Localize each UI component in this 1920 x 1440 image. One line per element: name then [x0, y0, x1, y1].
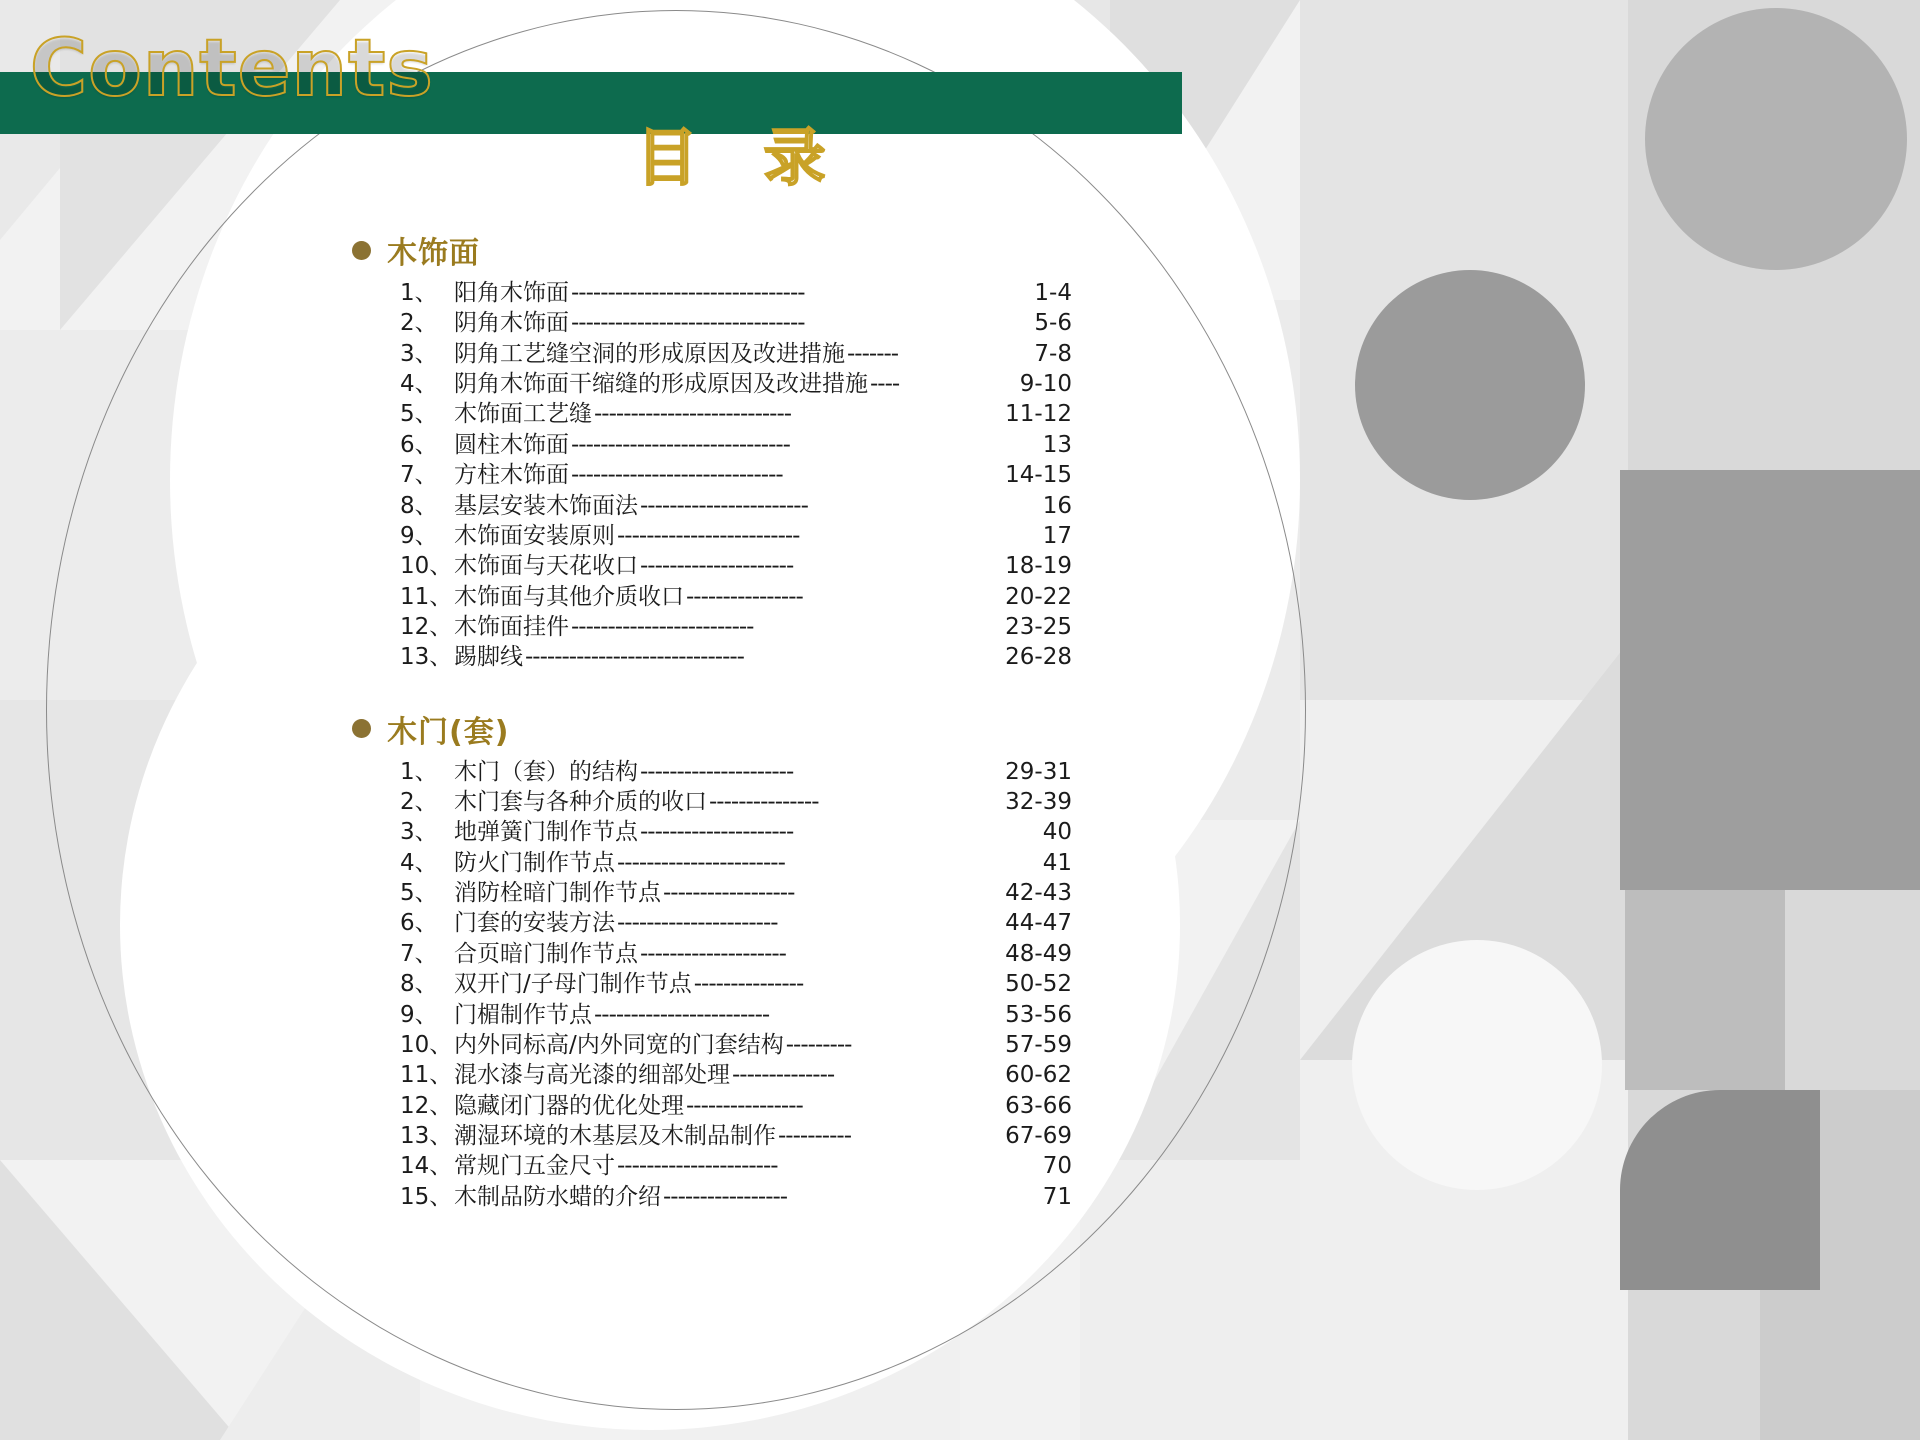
- bg-circle-top-right: [1645, 8, 1907, 270]
- toc-entry[interactable]: [400, 308, 1072, 338]
- entry-page: 20-22: [1005, 583, 1072, 610]
- entry-page: 1-4: [1034, 280, 1072, 306]
- entry-leader: -------------------------: [617, 522, 800, 549]
- entry-number: 14、: [400, 1153, 453, 1180]
- entry-leader: --------------: [732, 1062, 835, 1089]
- toc-entry[interactable]: [400, 1091, 1072, 1121]
- entry-leader: ----: [870, 371, 900, 398]
- entry-leader: ---------------------: [640, 553, 794, 580]
- entry-leader: -------: [847, 340, 899, 367]
- entry-text: 基层安装木饰面法: [454, 492, 638, 519]
- entry-page: 17: [1042, 522, 1072, 549]
- entry-leader: -----------------------: [640, 492, 808, 519]
- entry-number: 4、: [400, 849, 438, 876]
- entry-text: 方柱木饰面: [454, 462, 569, 489]
- entry-leader: -------------------------: [571, 613, 754, 640]
- toc-entry[interactable]: [400, 339, 1072, 369]
- entry-page: 7-8: [1034, 340, 1072, 367]
- toc-entry[interactable]: [400, 1030, 1072, 1060]
- entry-page: 5-6: [1034, 310, 1072, 337]
- toc-entry[interactable]: [400, 1060, 1072, 1090]
- toc-entry[interactable]: [400, 1182, 1072, 1212]
- entry-text: 防火门制作节点: [454, 849, 615, 876]
- entry-number: 10、: [400, 553, 453, 580]
- entry-leader: ------------------------: [594, 1001, 770, 1028]
- entry-number: 9、: [400, 522, 438, 549]
- toc-entry[interactable]: [400, 582, 1072, 612]
- entry-page: 11-12: [1005, 401, 1072, 428]
- entry-text: 木饰面安装原则: [454, 522, 615, 549]
- entry-number: 1、: [400, 758, 438, 785]
- entry-text: 潮湿环境的木基层及木制品制作: [454, 1122, 776, 1149]
- entry-number: 4、: [400, 371, 438, 398]
- entry-number: 12、: [400, 613, 453, 640]
- entry-leader: ---------------------: [640, 819, 794, 846]
- toc-entry[interactable]: [400, 817, 1072, 847]
- entry-number: 8、: [400, 492, 438, 519]
- entry-leader: --------------------------------: [571, 310, 805, 337]
- toc-entry[interactable]: [400, 551, 1072, 581]
- toc-entry[interactable]: [400, 612, 1072, 642]
- toc-entry[interactable]: [400, 430, 1072, 460]
- section-title: 木门(套): [387, 714, 510, 750]
- entry-page: 44-47: [1005, 910, 1072, 937]
- entry-number: 15、: [400, 1183, 453, 1210]
- section-spacer: [352, 679, 1072, 697]
- entry-page: 41: [1042, 849, 1072, 876]
- entry-page: 23-25: [1005, 613, 1072, 640]
- entry-number: 2、: [400, 789, 438, 816]
- toc-entry[interactable]: [400, 491, 1072, 521]
- entry-number: 3、: [400, 819, 438, 846]
- entry-text: 阴角木饰面干缩缝的形成原因及改进措施: [454, 371, 868, 398]
- entry-number: 9、: [400, 1001, 438, 1028]
- entry-page: 40: [1042, 819, 1072, 846]
- toc-entry[interactable]: [400, 278, 1072, 308]
- bullet-icon: [352, 719, 371, 738]
- bg-circle-bottom: [1352, 940, 1602, 1190]
- toc-section-1: [352, 228, 1072, 673]
- entry-leader: ------------------: [663, 880, 795, 907]
- entry-page: 13: [1042, 431, 1072, 458]
- entry-text: 阴角木饰面: [454, 310, 569, 337]
- entry-number: 6、: [400, 431, 438, 458]
- entry-number: 3、: [400, 340, 438, 367]
- entry-leader: ----------: [778, 1122, 851, 1149]
- entry-leader: -----------------------------: [571, 462, 783, 489]
- entry-leader: ---------------------: [640, 758, 794, 785]
- entry-number: 11、: [400, 583, 453, 610]
- toc-entry[interactable]: [400, 878, 1072, 908]
- entry-page: 32-39: [1005, 789, 1072, 816]
- bg-rect-right-1: [1620, 470, 1920, 890]
- entry-text: 木门套与各种介质的收口: [454, 789, 707, 816]
- entry-text: 双开门/子母门制作节点: [454, 971, 692, 998]
- section-entries: [400, 278, 1072, 673]
- entry-text: 门楣制作节点: [454, 1001, 592, 1028]
- bg-circle-mid: [1355, 270, 1585, 500]
- entry-leader: ---------: [785, 1031, 852, 1058]
- toc-entry[interactable]: [400, 369, 1072, 399]
- entry-leader: -----------------------: [617, 849, 785, 876]
- page-title-cn: 目 录: [636, 121, 848, 194]
- entry-page: 18-19: [1005, 553, 1072, 580]
- entry-text: 合页暗门制作节点: [454, 940, 638, 967]
- toc-entry[interactable]: [400, 848, 1072, 878]
- toc-entry[interactable]: [400, 969, 1072, 999]
- entry-page: 26-28: [1005, 644, 1072, 671]
- entry-page: 29-31: [1005, 758, 1072, 785]
- page-title-en: Contents: [30, 24, 434, 114]
- entry-page: 9-10: [1019, 371, 1072, 398]
- entry-page: 67-69: [1005, 1122, 1072, 1149]
- bg-arc-bottom-right: [1620, 1090, 1820, 1290]
- entry-number: 7、: [400, 462, 438, 489]
- entry-leader: ---------------------------: [594, 401, 792, 428]
- entry-text: 木门（套）的结构: [454, 758, 638, 785]
- entry-page: 48-49: [1005, 940, 1072, 967]
- toc-entry[interactable]: [400, 1151, 1072, 1181]
- entry-number: 8、: [400, 971, 438, 998]
- entry-page: 63-66: [1005, 1092, 1072, 1119]
- entry-page: 14-15: [1005, 462, 1072, 489]
- entry-number: 5、: [400, 401, 438, 428]
- table-of-contents: [352, 218, 1072, 1218]
- entry-number: 6、: [400, 910, 438, 937]
- section-header: [352, 707, 1072, 751]
- entry-text: 阳角木饰面: [454, 280, 569, 306]
- entry-leader: ----------------------: [617, 910, 778, 937]
- entry-text: 常规门五金尺寸: [454, 1153, 615, 1180]
- entry-text: 阴角工艺缝空洞的形成原因及改进措施: [454, 340, 845, 367]
- bg-rect-right-2: [1625, 890, 1785, 1090]
- entry-number: 7、: [400, 940, 438, 967]
- entry-text: 消防栓暗门制作节点: [454, 880, 661, 907]
- toc-entry[interactable]: [400, 399, 1072, 429]
- entry-text: 木制品防水蜡的介绍: [454, 1183, 661, 1210]
- entry-leader: ----------------: [686, 583, 803, 610]
- toc-entry[interactable]: [400, 1000, 1072, 1030]
- toc-entry[interactable]: [400, 521, 1072, 551]
- entry-text: 地弹簧门制作节点: [454, 819, 638, 846]
- entry-leader: ---------------: [709, 789, 819, 816]
- toc-section-2: [352, 707, 1072, 1212]
- entry-page: 60-62: [1005, 1062, 1072, 1089]
- entry-number: 10、: [400, 1031, 453, 1058]
- toc-entry[interactable]: [400, 1121, 1072, 1151]
- entry-text: 圆柱木饰面: [454, 431, 569, 458]
- entry-leader: ------------------------------: [571, 431, 790, 458]
- entry-text: 隐藏闭门器的优化处理: [454, 1092, 684, 1119]
- section-title: 木饰面: [387, 236, 480, 271]
- entry-number: 11、: [400, 1062, 453, 1089]
- bullet-icon: [352, 241, 371, 260]
- bg-triangle-4: [0, 1160, 240, 1440]
- section-header: [352, 228, 1072, 272]
- entry-page: 70: [1042, 1153, 1072, 1180]
- toc-entry[interactable]: [400, 757, 1072, 787]
- entry-page: 42-43: [1005, 880, 1072, 907]
- entry-text: 木饰面挂件: [454, 613, 569, 640]
- entry-text: 木饰面工艺缝: [454, 401, 592, 428]
- entry-number: 12、: [400, 1092, 453, 1119]
- entry-text: 混水漆与高光漆的细部处理: [454, 1062, 730, 1089]
- entry-page: 57-59: [1005, 1031, 1072, 1058]
- entry-page: 71: [1042, 1183, 1072, 1210]
- entry-leader: --------------------------------: [571, 280, 805, 306]
- entry-text: 木饰面与天花收口: [454, 553, 638, 580]
- toc-entry[interactable]: [400, 460, 1072, 490]
- entry-text: 内外同标高/内外同宽的门套结构: [454, 1031, 784, 1058]
- entry-leader: ----------------: [686, 1092, 803, 1119]
- toc-entry[interactable]: [400, 908, 1072, 938]
- entry-leader: ---------------: [693, 971, 804, 998]
- entry-number: 13、: [400, 1122, 453, 1149]
- entry-number: 2、: [400, 310, 438, 337]
- entry-number: 1、: [400, 280, 438, 306]
- entry-leader: -----------------: [663, 1183, 788, 1210]
- toc-entry[interactable]: [400, 642, 1072, 672]
- entry-page: 53-56: [1005, 1001, 1072, 1028]
- toc-entry[interactable]: [400, 787, 1072, 817]
- entry-text: 踢脚线: [454, 644, 523, 671]
- entry-number: 5、: [400, 880, 438, 907]
- entry-page: 16: [1042, 492, 1072, 519]
- entry-leader: --------------------: [640, 940, 786, 967]
- entry-number: 13、: [400, 644, 453, 671]
- entry-text: 木饰面与其他介质收口: [454, 583, 684, 610]
- toc-entry[interactable]: [400, 939, 1072, 969]
- entry-leader: ----------------------: [617, 1153, 778, 1180]
- entry-leader: ------------------------------: [525, 644, 744, 671]
- entry-text: 门套的安装方法: [454, 910, 615, 937]
- section-entries: [400, 757, 1072, 1212]
- entry-page: 50-52: [1005, 971, 1072, 998]
